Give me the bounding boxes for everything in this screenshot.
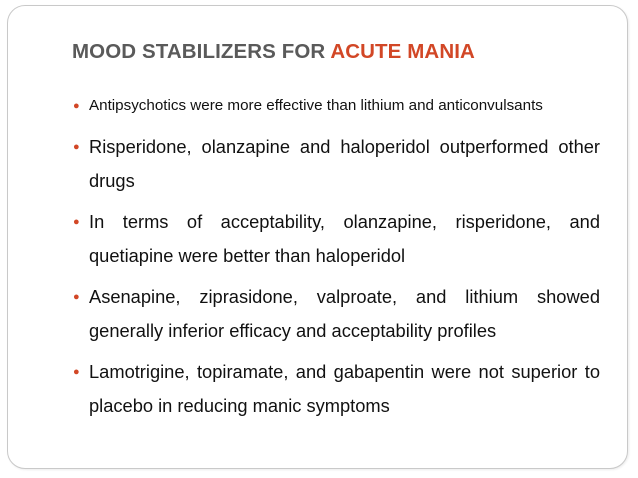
bullet-item-lamotrigine: [73, 355, 600, 423]
bullet-text: In terms of acceptability, olanzapine, risperidone, and quetiapine were better than haloperidol: [89, 211, 600, 266]
bullet-text: Asenapine, ziprasidone, valproate, and lithium showed generally inferior efficacy and acceptability profiles: [89, 286, 600, 341]
bullet-dot-icon: ●: [73, 216, 80, 228]
bullet-item-risperidone: [73, 130, 600, 198]
bullet-dot-icon: ●: [73, 100, 80, 112]
slide-title-highlight: ACUTE MANIA: [330, 40, 475, 63]
bullet-text: Risperidone, olanzapine and haloperidol outperformed other drugs: [89, 136, 600, 191]
bullet-list: [73, 90, 600, 430]
bullet-item-antipsychotics: [73, 90, 600, 122]
bullet-item-acceptability: [73, 205, 600, 273]
slide-title: [72, 40, 475, 64]
slide-title-prefix: MOOD STABILIZERS FOR: [72, 40, 331, 63]
bullet-text: Lamotrigine, topiramate, and gabapentin were not superior to placebo in reducing manic symptoms: [89, 361, 600, 416]
bullet-item-asenapine: [73, 280, 600, 348]
bullet-dot-icon: ●: [73, 291, 80, 303]
bullet-dot-icon: ●: [73, 366, 80, 378]
bullet-text: Antipsychotics were more effective than lithium and anticonvulsants: [89, 97, 543, 114]
bullet-dot-icon: ●: [73, 141, 80, 153]
